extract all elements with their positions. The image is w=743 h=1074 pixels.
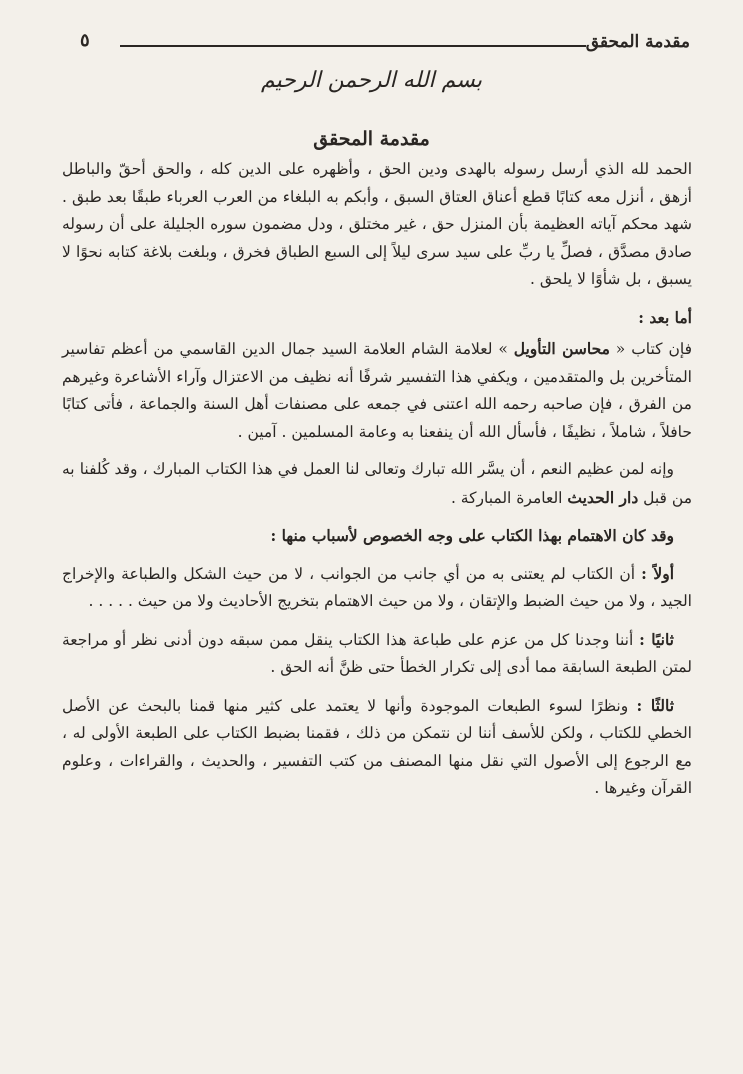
basmala-calligraphy bbox=[0, 68, 743, 93]
header-rule bbox=[120, 45, 586, 47]
paragraph-intro: الحمد لله الذي أرسل رسوله بالهدى ودين الحق ، وأظهره على الدين كله ، والحق أحقّ والباطل أزهق ، أنزل معه كتابًا قطع أعناق العتاق السبق ، وأبكم به البلغاء من العرب العرباء طبقًا بعد طبق . شهد محكم آياته العظيمة بأن المنزل حق ، غير مختلق ، ودل مضمون سوره الجليلة على أن رسوله صادق مصدَّق ، فصلِّ يا ربِّ على سيد سرى ليلاً إلى السبع الطباق فخرق ، وبلغت بلاغة كتابه نحوًا لا يسبق ، بل شأوًا لا يلحق . bbox=[62, 160, 692, 288]
reason-text: أننا وجدنا كل من عزم على طباعة هذا الكتاب ينقل ممن سبقه دون أدنى نظر أو مراجعة لمتن الطبعة السابقة مما أدى إلى تكرار الخطأ حتى ظنَّ أنه الحق . bbox=[62, 630, 692, 676]
paragraph-book-description bbox=[62, 335, 692, 446]
reason-text: أن الكتاب لم يعتنى به من أي جانب من الجوانب ، لا من حيث الشكل والطباعة والإخراج الجيد ، ولا من حيث الضبط والإتقان ، ولا من حيث الاهتمام بتخريج الأحاديث ولا من حيث . . . . . bbox=[62, 564, 692, 610]
page-header bbox=[58, 28, 690, 58]
publisher-name: دار الحديث bbox=[567, 487, 639, 507]
reason-label: أولاً : bbox=[641, 563, 675, 583]
text-segment: وإنه لمن عظيم النعم ، أن يسَّر الله تبارك وتعالى لنا العمل في هذا الكتاب المبارك ، وقد كُلفنا به من قبل bbox=[62, 460, 692, 507]
text-segment: » لعلامة الشام العلامة السيد جمال الدين القاسمي من أعظم تفاسير المتأخرين بل والمتقدمين ، ويكفي هذا التفسير شرفًا أنه نظيف من الاعتزال وآراء الأشاعرة وغيرهم من الفرق ، فإن صاحبه رحمه الله اعتنى في جمعه على مصنفات أهل السنة والجماعة ، فأتى كتابًا حافلاً ، شاملاً ، نظيفًا ، فأسأل الله أن ينفعنا به وعامة المسلمين . آمين . bbox=[62, 340, 692, 441]
basmala-text: بسم الله الرحمن الرحيم bbox=[260, 68, 483, 93]
book-title: محاسن التأويل bbox=[513, 339, 610, 358]
page-number: ٥ bbox=[80, 30, 90, 51]
body-text bbox=[62, 156, 692, 813]
paragraph-reason-2 bbox=[62, 626, 692, 682]
reason-label: ثانيًا : bbox=[639, 629, 674, 649]
paragraph-blessing bbox=[62, 456, 692, 512]
text-segment: فإن كتاب « bbox=[609, 340, 692, 358]
paragraph-reason-1 bbox=[62, 560, 692, 616]
running-title: مقدمة المحقق bbox=[585, 32, 690, 52]
section-title: مقدمة المحقق bbox=[313, 128, 430, 150]
paragraph-amma-baad: أما بعد : bbox=[638, 307, 692, 327]
paragraph-reasons-lead: وقد كان الاهتمام بهذا الكتاب على وجه الخصوص لأسباب منها : bbox=[270, 526, 674, 545]
text-segment: العامرة المباركة . bbox=[450, 488, 568, 507]
reason-label: ثالثًا : bbox=[636, 695, 675, 715]
paragraph-reason-3 bbox=[62, 692, 692, 803]
reason-text: ونظرًا لسوء الطبعات الموجودة وأنها لا يعتمد على كثير منها قمنا بالبحث عن الأصل الخطي للكتاب ، ولكن للأسف أننا لن نتمكن من ذلك ، فقمنا بضبط الكتاب على الطبعة الأولى له ، مع الرجوع إلى الأصول التي نقل منها المصنف من كتب التفسير ، والحديث ، والقراءات ، وعلوم القرآن وغيرها . bbox=[62, 696, 692, 797]
